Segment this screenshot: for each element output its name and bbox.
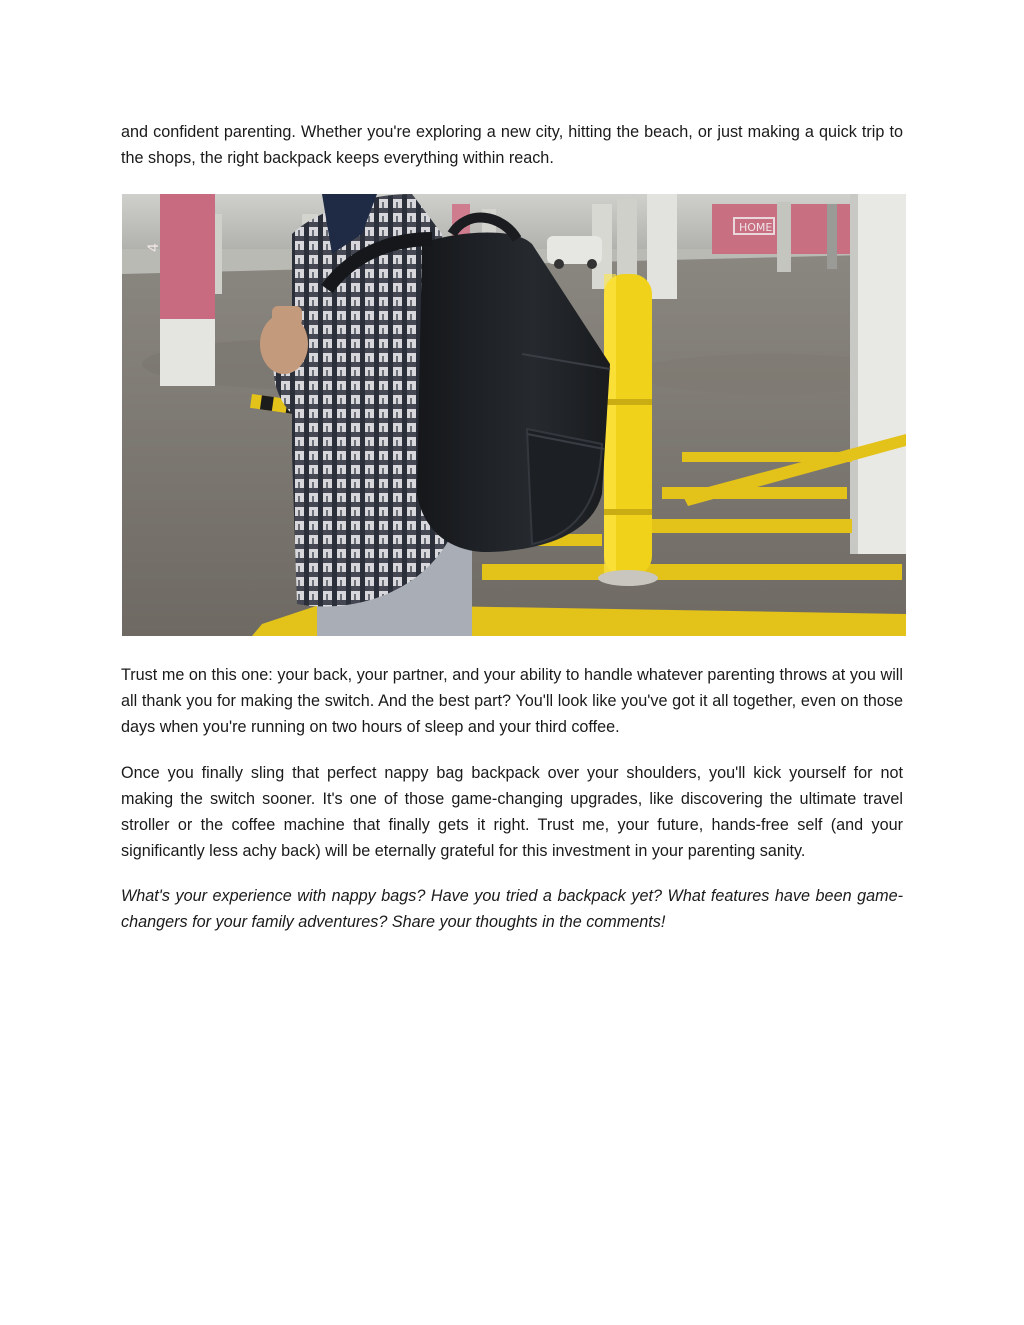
backpack-photo [122, 194, 906, 636]
svg-text:4: 4 [146, 243, 162, 252]
paragraph-intro-tail: and confident parenting. Whether you're exploring a new city, hitting the beach, or just making a quick trip to the shops, the right backpack keeps everything within reach. [121, 123, 903, 167]
paragraph-once: Once you finally sling that perfect nappy bag backpack over your shoulders, you'll kick yourself for not making the switch sooner. It's one of those game-changing upgrades, like discovering the ultimate travel stroller or the coffee machine that finally gets it right. Trust me, your future, hands-free self (and your significantly less achy back) will be eternally grateful for this investment in your parenting sanity. [121, 764, 903, 860]
paragraph-trust: Trust me on this one: your back, your partner, and your ability to handle whatever parenting throws at you will all thank you for making the switch. And the best part? You'll look like you've got it all together, even on those days when you're running on two hours of sleep and your third coffee. [121, 666, 903, 736]
svg-text:HOME: HOME [739, 221, 773, 234]
paragraph-question: What's your experience with nappy bags? Have you tried a backpack yet? What features have been game-changers for your family adventures? Share your thoughts in the comments! [121, 887, 903, 931]
